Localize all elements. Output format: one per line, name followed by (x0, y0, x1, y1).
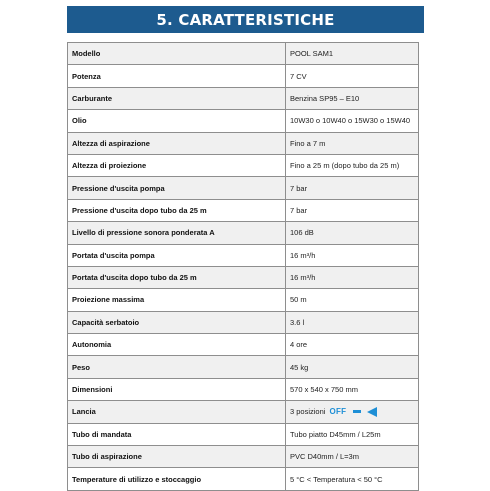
spec-value: PVC D40mm / L=3m (286, 446, 419, 468)
lancia-positions-text: 3 posizioni (290, 407, 326, 417)
spec-label: Tubo di mandata (68, 423, 286, 445)
spec-value: POOL SAM1 (286, 43, 419, 65)
spec-value: Benzina SP95 – E10 (286, 87, 419, 109)
spec-value: 7 bar (286, 177, 419, 199)
spec-label: Portata d'uscita pompa (68, 244, 286, 266)
spec-value: 16 m³/h (286, 244, 419, 266)
dash-icon (353, 410, 361, 413)
spec-value: 5 °C < Temperatura < 50 °C (286, 468, 419, 490)
table-row (68, 401, 419, 423)
spec-label: Capacità serbatoio (68, 311, 286, 333)
table-row (68, 356, 419, 378)
table-row (68, 43, 419, 65)
spec-value: 50 m (286, 289, 419, 311)
spec-label: Pressione d'uscita dopo tubo da 25 m (68, 199, 286, 221)
spec-label: Lancia (68, 401, 286, 423)
spec-value: 7 bar (286, 199, 419, 221)
spec-value: 10W30 o 10W40 o 15W30 o 15W40 (286, 110, 419, 132)
spec-label: Altezza di proiezione (68, 154, 286, 176)
section-title: 5. CARATTERISTICHE (67, 6, 424, 33)
spec-value: 16 m³/h (286, 266, 419, 288)
spec-label: Altezza di aspirazione (68, 132, 286, 154)
table-row (68, 65, 419, 87)
lancia-positions (290, 407, 414, 417)
table-row (68, 87, 419, 109)
spec-value: 4 ore (286, 334, 419, 356)
table-row (68, 110, 419, 132)
table-row (68, 311, 419, 333)
spec-label: Autonomia (68, 334, 286, 356)
spec-label: Olio (68, 110, 286, 132)
spec-value: 106 dB (286, 222, 419, 244)
spec-label: Tubo di aspirazione (68, 446, 286, 468)
table-row (68, 132, 419, 154)
table-row (68, 289, 419, 311)
spec-label: Portata d'uscita dopo tubo da 25 m (68, 266, 286, 288)
spec-value-lancia (286, 401, 419, 423)
spec-label: Modello (68, 43, 286, 65)
spec-label: Temperature di utilizzo e stoccaggio (68, 468, 286, 490)
table-row (68, 154, 419, 176)
spec-label: Pressione d'uscita pompa (68, 177, 286, 199)
table-row (68, 468, 419, 490)
table-row (68, 177, 419, 199)
table-row (68, 446, 419, 468)
table-row (68, 423, 419, 445)
table-row (68, 244, 419, 266)
spec-label: Livello di pressione sonora ponderata A (68, 222, 286, 244)
spec-value: 45 kg (286, 356, 419, 378)
spec-table (67, 42, 419, 491)
spec-label: Peso (68, 356, 286, 378)
spec-value: 570 x 540 x 750 mm (286, 378, 419, 400)
spec-value: Fino a 7 m (286, 132, 419, 154)
spec-label: Proiezione massima (68, 289, 286, 311)
table-row (68, 266, 419, 288)
triangle-left-icon (367, 407, 377, 417)
spec-label: Carburante (68, 87, 286, 109)
table-row (68, 378, 419, 400)
spec-value: Fino a 25 m (dopo tubo da 25 m) (286, 154, 419, 176)
table-row (68, 334, 419, 356)
table-row (68, 222, 419, 244)
off-label: OFF (329, 407, 347, 417)
spec-label: Dimensioni (68, 378, 286, 400)
spec-value: 7 CV (286, 65, 419, 87)
spec-label: Potenza (68, 65, 286, 87)
spec-value: Tubo piatto D45mm / L25m (286, 423, 419, 445)
table-row (68, 199, 419, 221)
spec-value: 3.6 l (286, 311, 419, 333)
